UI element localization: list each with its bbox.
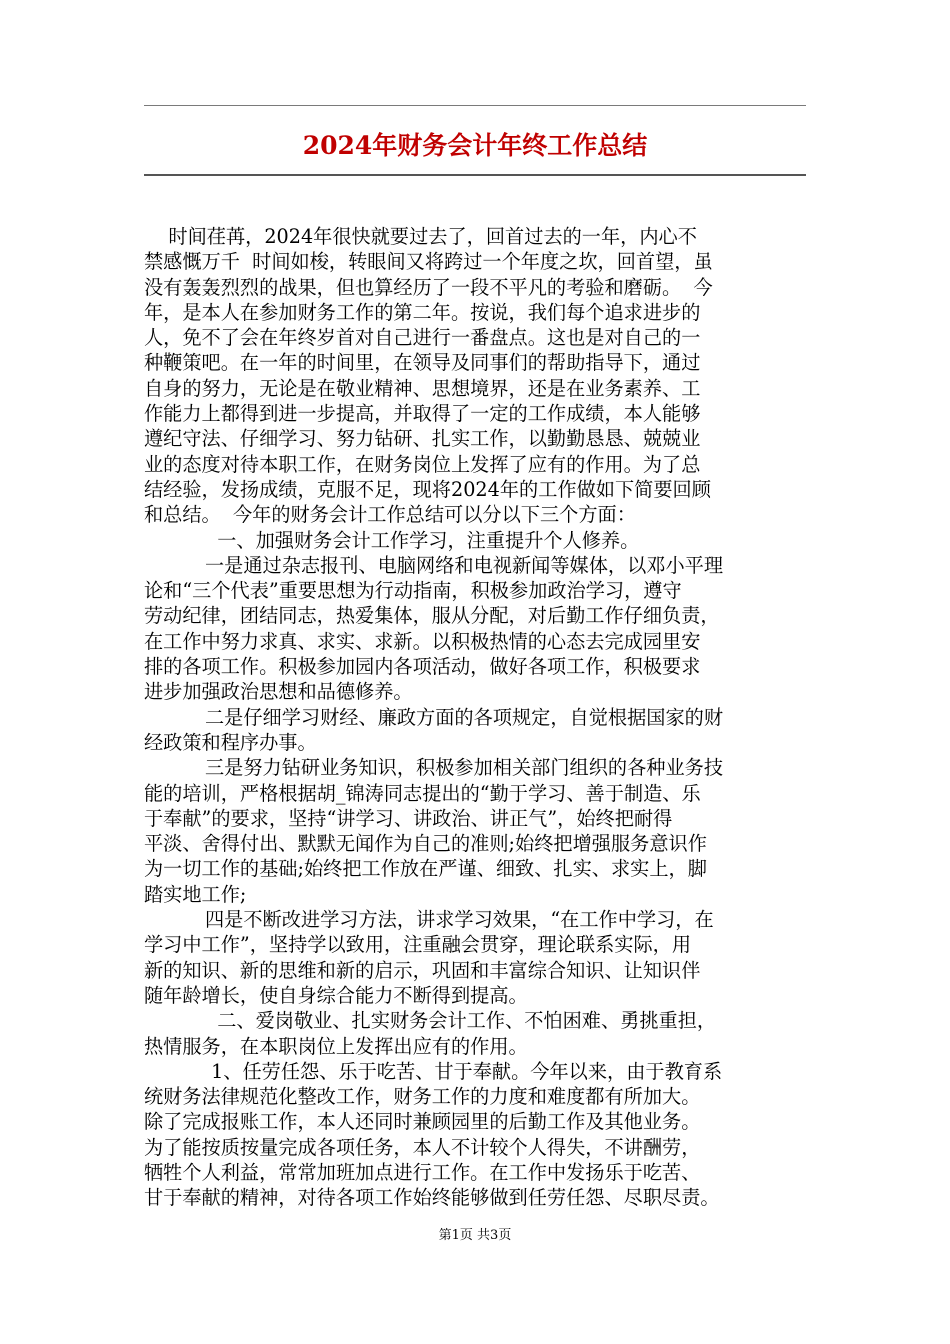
body-line: 一是通过杂志报刊、电脑网络和电视新闻等媒体，以邓小平理	[144, 553, 724, 577]
body-line: 三是努力钻研业务知识，积极参加相关部门组织的各种业务技	[144, 756, 724, 780]
body-line: 年，是本人在参加财务工作的第二年。按说，我们每个追求进步的	[144, 300, 701, 324]
page-footer: 第1页 共3页	[438, 1228, 512, 1243]
body-line: 排的各项工作。积极参加园内各项活动，做好各项工作，积极要求	[144, 655, 701, 679]
body-line: 能的培训，严格根据胡_锦涛同志提出的“勤于学习、善于制造、乐	[144, 781, 701, 805]
document-title: 2024年财务会计年终工作总结	[302, 131, 648, 160]
body-line: 热情服务，在本职岗位上发挥出应有的作用。	[144, 1034, 528, 1058]
body-line: 甘于奉献的精神，对待各项工作始终能够做到任劳任怨、尽职尽责。	[144, 1186, 720, 1210]
title-underline	[144, 174, 806, 176]
body-line: 为了能按质按量完成各项任务，本人不计较个人得失，不讲酬劳，	[144, 1135, 701, 1159]
document-body	[144, 224, 814, 1211]
body-line: 经政策和程序办事。	[144, 730, 317, 754]
body-line: 二、爱岗敬业、扎实财务会计工作、不怕困难、勇挑重担，	[144, 1009, 717, 1033]
body-line: 没有轰轰烈烈的战果，但也算经历了一段不平凡的考验和磨砺。 今	[144, 275, 713, 299]
body-line: 劳动纪律，团结同志，热爱集体，服从分配，对后勤工作仔细负责，	[144, 604, 720, 628]
body-line: 业的态度对待本职工作，在财务岗位上发挥了应有的作用。为了总	[144, 452, 701, 476]
body-line: 禁感慨万千 时间如梭，转眼间又将跨过一个年度之坎，回首望，虽	[144, 250, 713, 274]
body-line: 自身的努力，无论是在敬业精神、思想境界，还是在业务素养、工	[144, 376, 701, 400]
body-line: 踏实地工作;	[144, 882, 247, 906]
body-line: 结经验，发扬成绩，克服不足，现将2024年的工作做如下简要回顾	[144, 477, 711, 501]
body-line: 时间荏苒，2024年很快就要过去了，回首过去的一年，内心不	[144, 225, 697, 248]
body-line: 1、任劳任怨、乐于吃苦、甘于奉献。今年以来，由于教育系	[144, 1059, 723, 1083]
body-line: 人，免不了会在年终岁首对自己进行一番盘点。这也是对自己的一	[144, 326, 701, 350]
body-line: 于奉献”的要求，坚持“讲学习、讲政治、讲正气”，始终把耐得	[144, 806, 673, 830]
body-line: 二是仔细学习财经、廉政方面的各项规定，自觉根据国家的财	[144, 705, 724, 729]
header-rule	[144, 105, 806, 106]
body-line: 论和“三个代表”重要思想为行动指南，积极参加政治学习，遵守	[144, 579, 682, 603]
body-line: 和总结。 今年的财务会计工作总结可以分以下三个方面：	[144, 503, 636, 527]
body-line: 进步加强政治思想和品德修养。	[144, 680, 413, 704]
body-line: 牺牲个人利益，常常加班加点进行工作。在工作中发扬乐于吃苦、	[144, 1160, 701, 1184]
body-line: 平淡、舍得付出、默默无闻作为自己的准则;始终把增强服务意识作	[144, 832, 707, 856]
body-line: 新的知识、新的思维和新的启示，巩固和丰富综合知识、让知识伴	[144, 958, 701, 982]
body-line: 为一切工作的基础;始终把工作放在严谨、细致、扎实、求实上，脚	[144, 857, 707, 881]
body-line: 四是不断改进学习方法，讲求学习效果，“在工作中学习，在	[144, 908, 714, 932]
body-line: 种鞭策吧。在一年的时间里，在领导及同事们的帮助指导下，通过	[144, 351, 701, 375]
body-line: 遵纪守法、仔细学习、努力钻研、扎实工作，以勤勤恳恳、兢兢业	[144, 427, 701, 451]
body-line: 学习中工作”，坚持学以致用，注重融会贯穿，理论联系实际，用	[144, 933, 692, 957]
body-line: 除了完成报账工作，本人还同时兼顾园里的后勤工作及其他业务。	[144, 1110, 701, 1134]
body-line: 一、加强财务会计工作学习，注重提升个人修养。	[144, 528, 640, 552]
body-line: 统财务法律规范化整改工作，财务工作的力度和难度都有所加大。	[144, 1085, 701, 1109]
body-line: 在工作中努力求真、求实、求新。以积极热情的心态去完成园里安	[144, 629, 701, 653]
body-line: 随年龄增长，使自身综合能力不断得到提高。	[144, 983, 528, 1007]
body-line: 作能力上都得到进一步提高，并取得了一定的工作成绩，本人能够	[144, 402, 701, 426]
